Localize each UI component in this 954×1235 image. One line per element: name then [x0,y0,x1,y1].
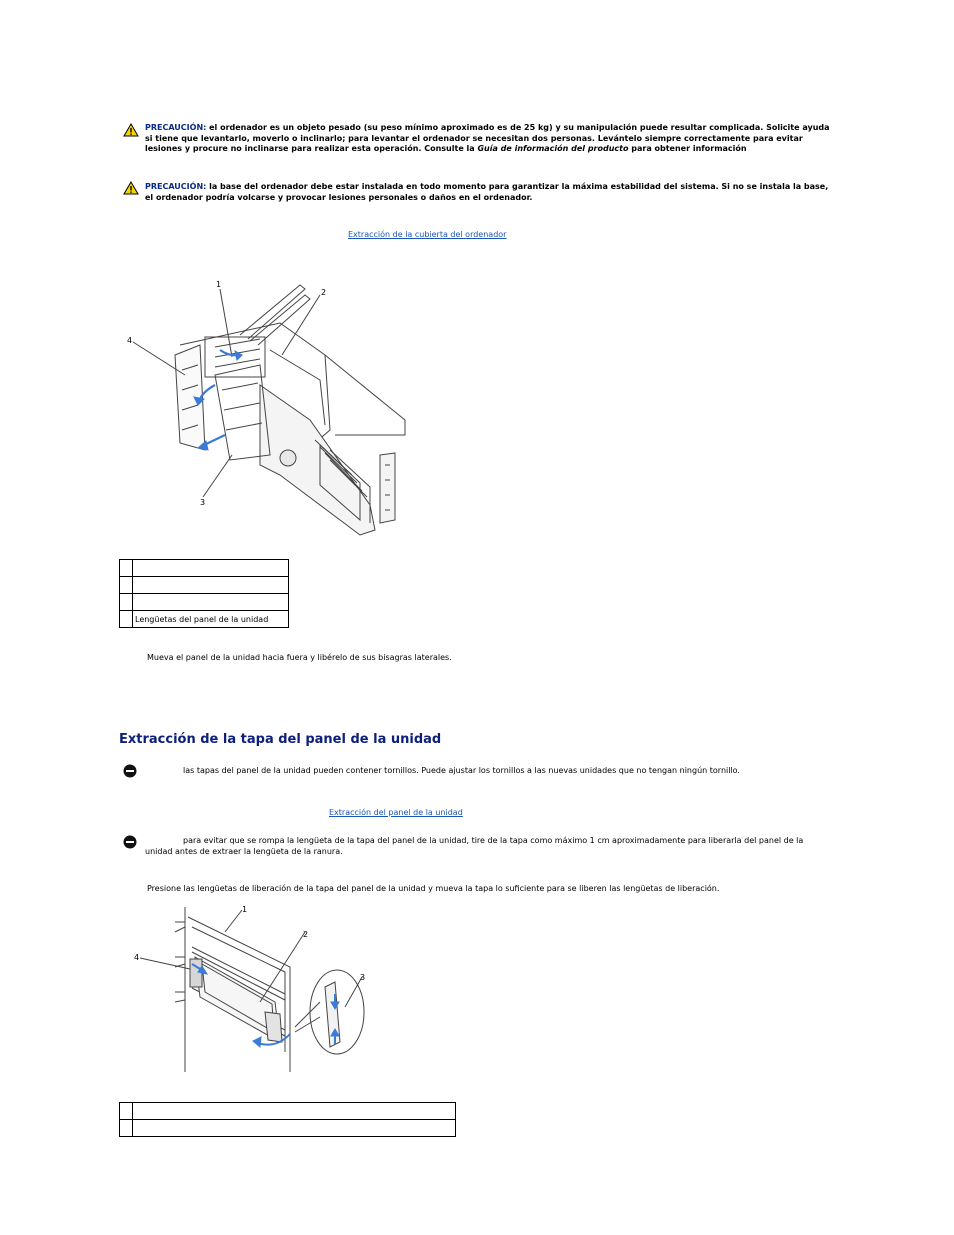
caution-block-2: PRECAUCIÓN: la base del ordenador debe estar instalada en todo momento para garantizar la máxima estabilidad del sistema. Si no se instala la base, el ordenador podría volcarse y provocar lesiones personales o daños en el ordenador. [145,182,829,202]
drive-panel-removal-figure [120,275,420,540]
table-row [120,1103,456,1120]
caution-block-1: PRECAUCIÓN: el ordenador es un objeto pesado (su peso mínimo aproximado es de 25 kg) y su manipulación puede resultar complicada. Solicite ayuda si tiene que levantarlo, moverlo o inclinarlo; para levantar el ordenador se necesitan dos personas. Levántelo siempre correctamente para evitar lesiones y procure no inclinarse para realizar esta operación. Consulte la Guía de información del producto para obtener información [145,123,830,153]
callout-4: 4 [127,336,133,345]
callout-4: 4 [134,953,140,962]
callout-3: 3 [360,973,366,982]
note-text-1: las tapas del panel de la unidad pueden contener tornillos. Puede ajustar los tornillos a las nuevas unidades que no tengan ningún tornillo. [183,766,740,775]
warning-icon [123,123,139,137]
callout-2: 2 [321,288,327,297]
table-row [120,560,289,577]
table-row [120,577,289,594]
drive-panel-insert-figure [130,902,370,1080]
table-row [120,1120,456,1137]
notice-icon [123,835,137,849]
notice-icon [123,764,137,778]
table-row: Lengüetas del panel de la unidad [120,611,289,628]
callout-1: 1 [242,905,248,914]
section-title: Extracción de la tapa del panel de la unidad [119,732,442,747]
callout-2: 2 [303,930,309,939]
step2-text: Presione las lengüetas de liberación de la tapa del panel de la unidad y mueva la tapa lo suficiente para se liberen las lengüetas de liberación. [147,884,720,893]
remove-panel-link[interactable]: Extracción del panel de la unidad [329,808,463,817]
callout-3: 3 [200,498,206,507]
table-row [120,594,289,611]
caution-label: PRECAUCIÓN: [145,182,207,191]
legend-table-1 [119,559,289,628]
caution-label: PRECAUCIÓN: [145,123,207,132]
step-text: Mueva el panel de la unidad hacia fuera y libérelo de sus bisagras laterales. [147,653,452,662]
legend-table-2 [119,1102,456,1137]
remove-cover-link[interactable]: Extracción de la cubierta del ordenador [348,230,507,239]
note-text-2: para evitar que se rompa la lengüeta de la tapa del panel de la unidad, tire de la tapa como máximo 1 cm aproximadamente para liberarla del panel de la unidad antes de extraer la lengüeta de la ranura. [145,836,804,856]
warning-icon [123,181,139,195]
callout-1: 1 [216,280,222,289]
